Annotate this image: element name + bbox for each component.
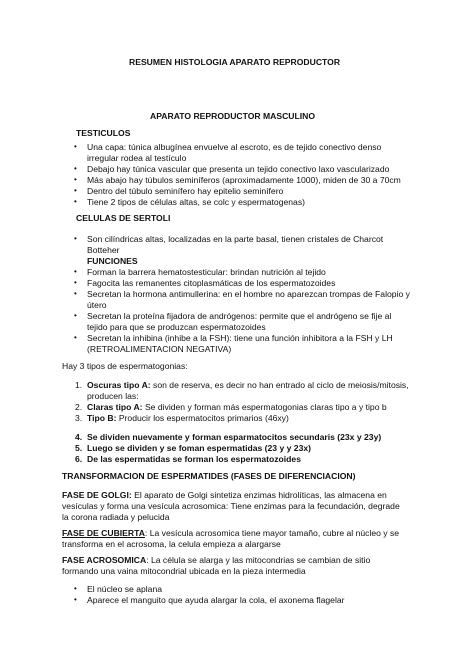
fase-golgi-line — [62, 490, 387, 501]
list-item: Dentro del túbulo seminífero hay epitelio seminífero — [87, 186, 284, 196]
fase-cubierta-text: : La vesícula acrosomica tiene mayor tamaño, cubre al núcleo y se — [144, 528, 400, 538]
bullet-dot: • — [74, 333, 77, 342]
list-item: Una capa: túnica albugínea envuelve al escroto, es de tejido conectivo denso — [87, 142, 382, 152]
bullet-dot: • — [74, 175, 77, 184]
bullet-dot: • — [74, 595, 77, 604]
fase-acrosomica-cont: formando una vaina mitocondrial ubicada en la pieza intermedia — [62, 566, 306, 576]
list-item — [87, 380, 409, 391]
funciones-heading: FUNCIONES — [87, 256, 138, 266]
list-item: Más abajo hay túbulos seminíferos (aproximadamente 1000), miden de 30 a 70cm — [87, 175, 401, 185]
sertoli-heading: CELULAS DE SERTOLI — [76, 213, 171, 223]
espermatogonias-intro: Hay 3 tipos de espermatogonias: — [62, 361, 188, 371]
list-item: Secretan la inhibina (inhibe a la FSH): tiene una función inhibitora a la FSH y LH — [87, 333, 393, 343]
list-item: Forman la barrera hematostesticular: brindan nutrición al tejido — [87, 267, 326, 277]
list-item: Fagocita las remanentes citoplasmáticas de los espermatozoides — [87, 278, 336, 288]
list-item-cont: Botteher — [87, 245, 120, 255]
list-item — [87, 413, 289, 424]
fase-cubierta-line — [62, 528, 399, 539]
section-subtitle: APARATO REPRODUCTOR MASCULINO — [150, 111, 316, 121]
testiculos-heading: TESTICULOS — [76, 128, 131, 138]
item-desc: Se dividen y forman más espermatogonias claras tipo a y tipo b — [142, 402, 387, 412]
list-item: Secretan la proteína fijadora de andrógenos: permite que el andrógeno se fije al — [87, 311, 392, 321]
list-item-cont: tejido para que se produzcan espermatozoides — [87, 322, 266, 332]
fase-acrosomica-line — [62, 555, 370, 566]
fase-golgi-cont: vesículas y forma una vesícula acrosomica: Tiene enzimas para la fecundación, degrade — [62, 501, 400, 511]
fase-cubierta-label: FASE DE CUBIERTA — [62, 528, 145, 538]
item-desc: Producir los espermatocitos primarios (46xy) — [116, 413, 289, 423]
list-item: Tiene 2 tipos de células altas, se colc y espermatogenas) — [87, 197, 305, 207]
list-item-cont: irregular rodea al testículo — [87, 153, 187, 163]
item-term: Claras tipo A: — [87, 402, 143, 412]
fase-golgi-text: El aparato de Golgi sintetiza enzimas hidrolíticas, las almacena en — [131, 490, 387, 500]
transformacion-heading: TRANSFORMACION DE ESPERMATIDES (FASES DE DIFERENCIACION) — [62, 471, 356, 481]
bullet-dot: • — [74, 289, 77, 298]
list-item: El núcleo se aplana — [87, 584, 163, 594]
bullet-dot: • — [74, 278, 77, 287]
fase-cubierta-cont: transforma en el acrosoma, la celula empieza a alargarse — [62, 539, 281, 549]
fase-acrosomica-label: FASE ACROSOMICA — [62, 555, 147, 565]
list-item: Aparece el manguito que ayuda alargar la cola, el axonema flagelar — [87, 595, 345, 605]
bullet-dot: • — [74, 584, 77, 593]
list-item: Luego se dividen y se foman espermatidas (23 y y 23x) — [87, 443, 312, 453]
item-number: 6. — [75, 454, 83, 464]
item-number: 2. — [75, 402, 83, 412]
bullet-dot: • — [74, 164, 77, 173]
list-item: Se dividen nuevamente y forman esparmatocitos secundaris (23x y 23y) — [87, 432, 382, 442]
bullet-dot: • — [74, 142, 77, 151]
list-item: Son cilíndricas altas, localizadas en la parte basal, tienen cristales de Charcot — [87, 234, 384, 244]
bullet-dot: • — [74, 267, 77, 276]
list-item-cont: producen las: — [87, 391, 139, 401]
item-number: 4. — [75, 432, 83, 442]
list-item — [87, 402, 387, 413]
fase-golgi-cont: la corona radiada y pelucida — [62, 512, 170, 522]
item-desc: son de reserva, es decir no han entrado al ciclo de meiosis/mitosis, — [150, 380, 409, 390]
fase-acrosomica-text: : La célula se alarga y las mitocondrias se cambian de sitio — [146, 555, 371, 565]
bullet-dot: • — [74, 186, 77, 195]
fase-golgi-label: FASE DE GOLGI: — [62, 490, 132, 500]
list-item: Debajo hay túnica vascular que presenta un tejido conectivo laxo vascularizado — [87, 164, 390, 174]
item-number: 3. — [75, 413, 83, 423]
list-item: De las espermatidas se forman los espermatozoides — [87, 454, 301, 464]
item-number: 5. — [75, 443, 83, 453]
list-item: Secretan la hormona antimullerina: en el hombre no aparezcan trompas de Falopio y — [87, 289, 410, 299]
bullet-dot: • — [74, 197, 77, 206]
item-number: 1. — [75, 380, 83, 390]
list-item-cont: (RETROALIMENTACION NEGATIVA) — [87, 344, 232, 354]
bullet-dot: • — [74, 234, 77, 243]
document-title: RESUMEN HISTOLOGIA APARATO REPRODUCTOR — [129, 57, 341, 67]
list-item-cont: útero — [87, 300, 107, 310]
bullet-dot: • — [74, 311, 77, 320]
item-term: Oscuras tipo A: — [87, 380, 151, 390]
item-term: Tipo B: — [87, 413, 117, 423]
